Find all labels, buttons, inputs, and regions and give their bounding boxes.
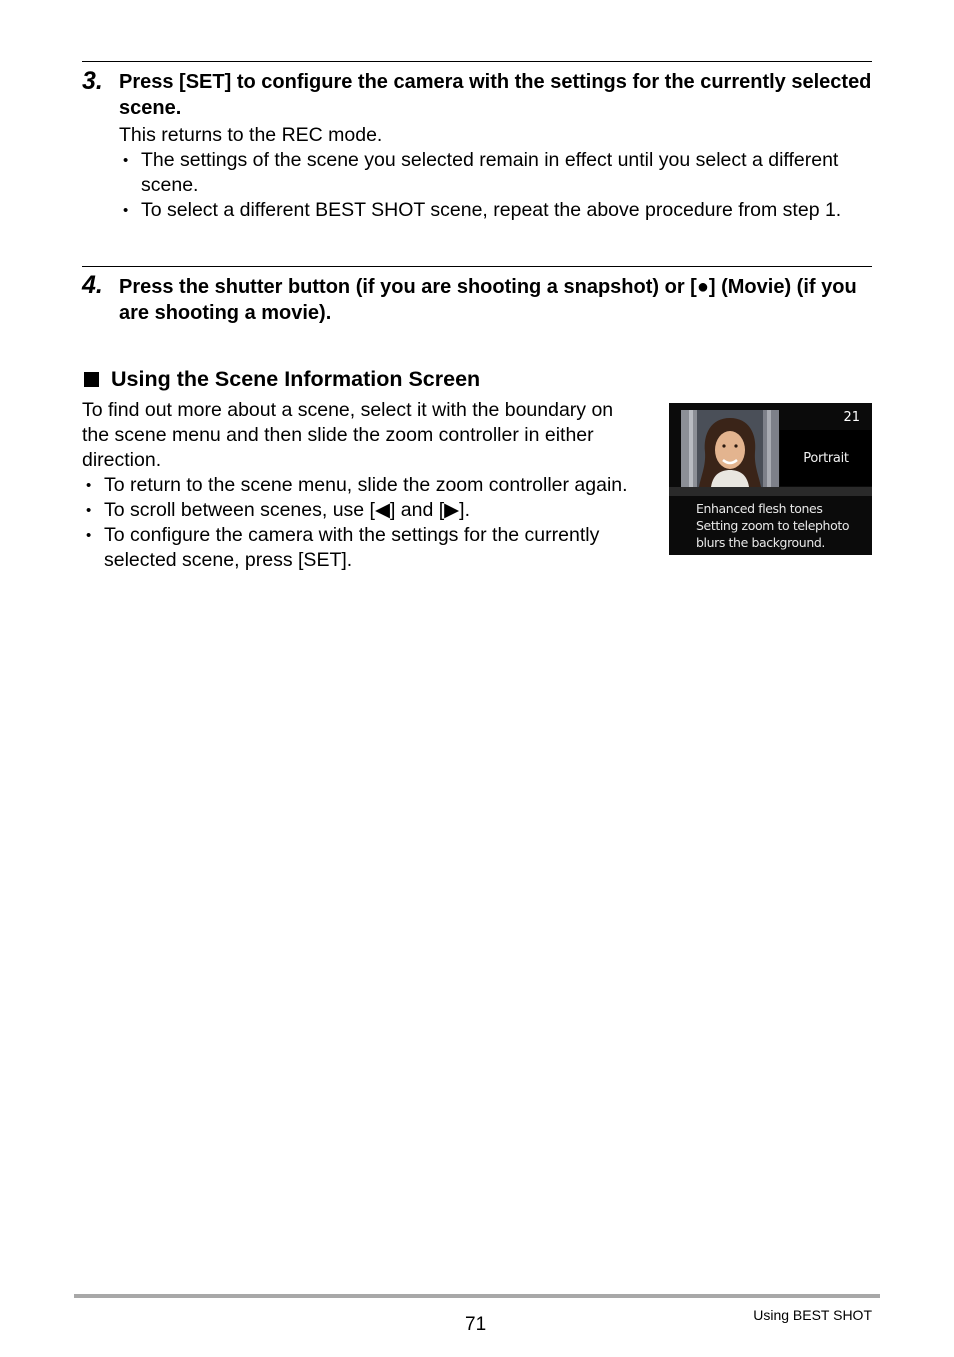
footer-divider xyxy=(74,1294,880,1298)
screen-divider xyxy=(669,487,872,496)
section-title-text: Using the Scene Information Screen xyxy=(111,367,481,391)
list-item: • To return to the scene menu, slide the zoom controller again. xyxy=(82,473,652,498)
step-3-bullets xyxy=(119,148,859,223)
scene-description xyxy=(696,500,849,551)
step-4-heading: Press the shutter button (if you are shooting a snapshot) or [●] (Movie) (if you are shooting a movie). xyxy=(119,276,857,324)
portrait-photo-icon xyxy=(681,410,779,487)
page-number: 71 xyxy=(465,1314,487,1335)
scene-number: 21 xyxy=(843,410,860,425)
list-item: • To select a different BEST SHOT scene, repeat the above procedure from step 1. xyxy=(119,198,859,223)
description-line: Setting zoom to telephoto xyxy=(696,518,850,533)
list-item: • To scroll between scenes, use [◀] and [▶]. xyxy=(82,498,652,523)
step-3-divider xyxy=(82,61,872,62)
description-line: blurs the background. xyxy=(696,535,825,550)
step-3-number: 3. xyxy=(82,67,103,95)
scene-name: Portrait xyxy=(780,430,872,486)
section-title xyxy=(82,366,480,392)
description-line: Enhanced flesh tones xyxy=(696,501,823,516)
step-3-heading: Press [SET] to configure the camera with the settings for the currently selected scene. xyxy=(119,71,872,119)
square-bullet-icon xyxy=(84,372,99,387)
step-3-text: This returns to the REC mode. xyxy=(119,124,383,146)
list-item: • To configure the camera with the settings for the currently selected scene, press [SET]. xyxy=(82,523,652,573)
scene-info-screen xyxy=(669,403,872,555)
step-4-divider xyxy=(82,266,872,267)
section-intro: To find out more about a scene, select it with the boundary on the scene menu and then slide the zoom controller in either direction. xyxy=(82,399,614,471)
step-4-number: 4. xyxy=(82,271,103,299)
list-item: • The settings of the scene you selected remain in effect until you select a different scene. xyxy=(119,148,859,198)
section-bullets xyxy=(82,473,652,573)
footer-section-name: Using BEST SHOT xyxy=(753,1307,872,1323)
